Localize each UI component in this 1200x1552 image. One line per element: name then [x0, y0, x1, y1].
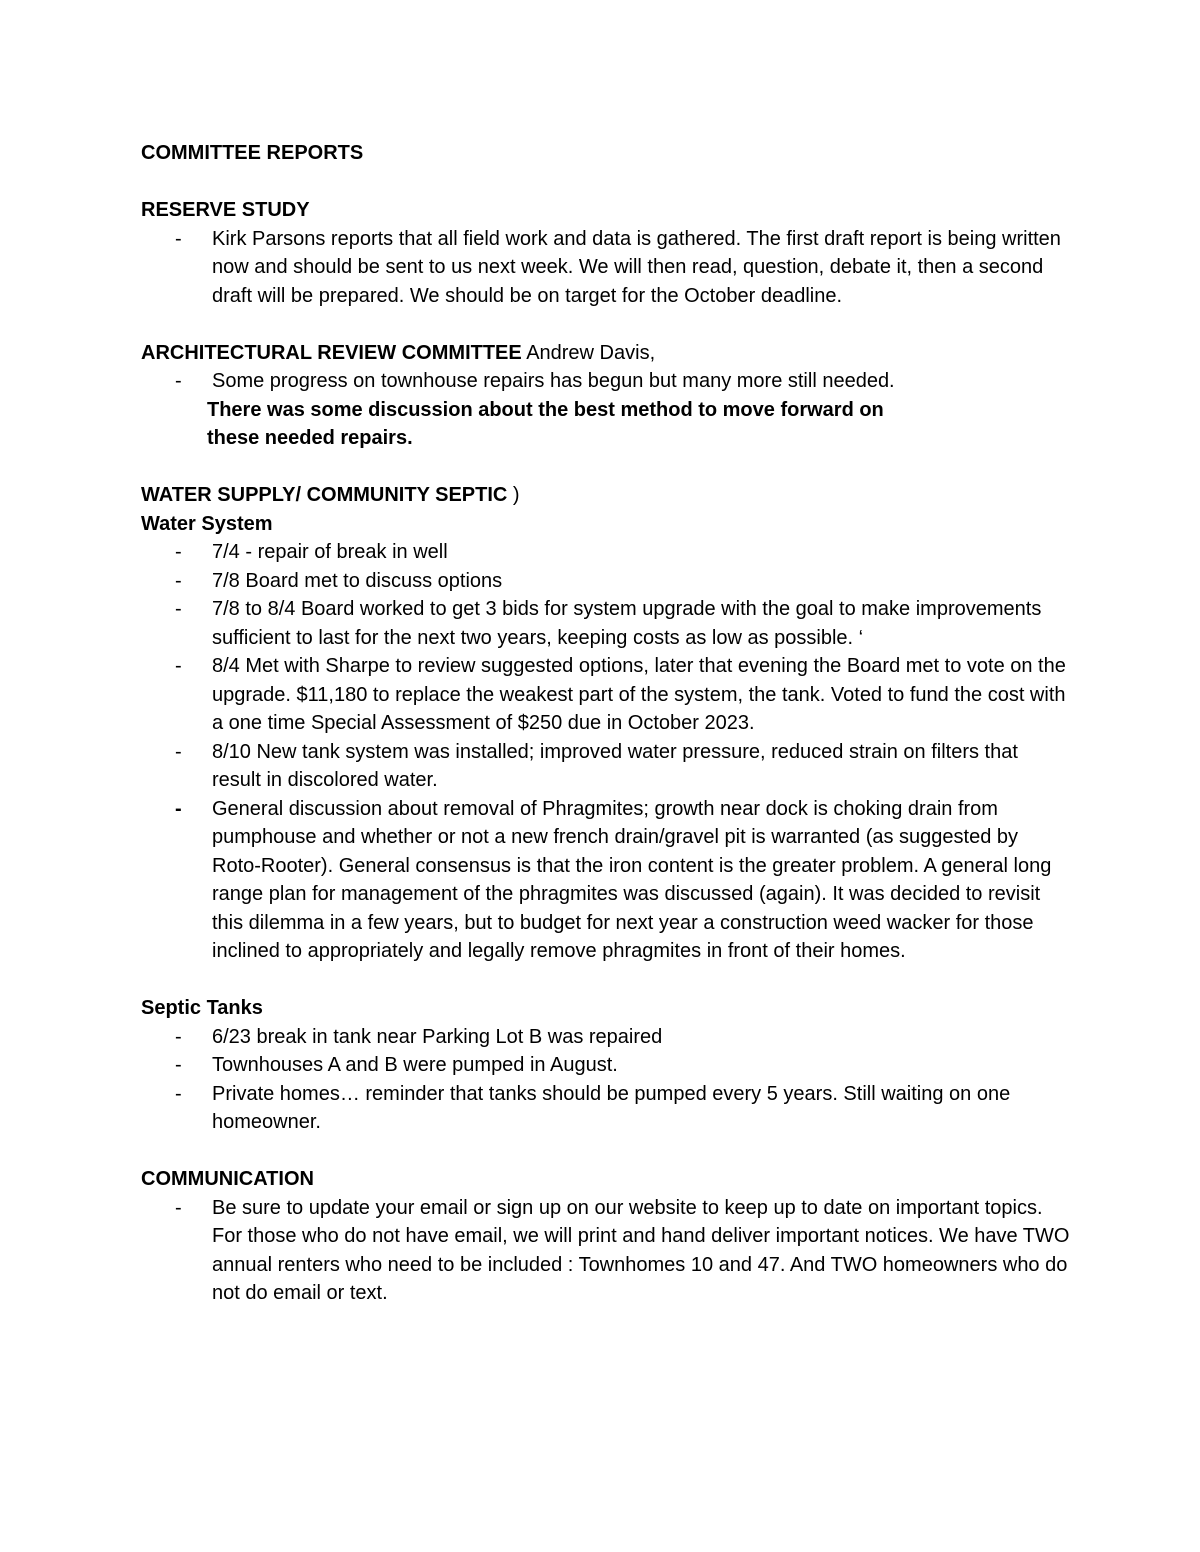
bullet-dash: -: [175, 740, 182, 763]
bullet-dash: -: [175, 227, 182, 250]
bullet-list: [141, 225, 1071, 311]
bullet-dash: -: [175, 569, 182, 592]
section-architectural-review: [141, 339, 1071, 453]
list-item: [141, 1080, 1071, 1137]
bullet-dash: -: [175, 598, 182, 620]
subsection-heading: Septic Tanks: [141, 997, 263, 1019]
list-item-text: 7/8 Board met to discuss options: [212, 569, 503, 592]
discussion-note: There was some discussion about the best method to move forward on these needed repairs.: [207, 398, 884, 449]
list-item: [141, 538, 1071, 567]
section-heading: ARCHITECTURAL REVIEW COMMITTEE: [141, 341, 522, 364]
page-title: COMMITTEE REPORTS: [141, 142, 364, 164]
subsection-water-system: [141, 510, 1071, 966]
section-heading-suffix: ): [507, 484, 520, 506]
list-item: [141, 567, 1071, 596]
list-item-text: General discussion about removal of Phragmites; growth near dock is choking drain from pumphouse and whether or not a new french drain/gravel pit is warranted (as suggested by Roto-Rooter). General consensus is that the iron content is the greater problem. A general long range plan for management of the phragmites was discussed (again). It was decided to revisit this dilemma in a few years, but to budget for next year a construction weed wacker for those inclined to appropriately and legally remove phragmites in front of their homes.: [212, 797, 1052, 962]
bullet-list: [141, 538, 1071, 966]
list-item: [141, 1023, 1071, 1052]
bullet-dash: -: [175, 797, 182, 820]
list-item-text: Townhouses A and B were pumped in August.: [212, 1054, 618, 1076]
section-heading-line: [141, 339, 1071, 368]
section-heading: WATER SUPPLY/ COMMUNITY SEPTIC: [141, 484, 508, 506]
bullet-dash: -: [175, 1025, 182, 1048]
bullet-dash: -: [175, 1082, 182, 1105]
list-item-text: 6/23 break in tank near Parking Lot B was repaired: [212, 1025, 663, 1048]
section-heading: COMMUNICATION: [141, 1168, 314, 1190]
bullet-dash: -: [175, 1196, 182, 1219]
bullet-dash: -: [175, 655, 182, 677]
subsection-septic-tanks: [141, 994, 1071, 1137]
section-heading-line: [141, 481, 1071, 510]
list-item: [141, 595, 1071, 652]
section-heading: RESERVE STUDY: [141, 199, 310, 221]
list-item-text: Some progress on townhouse repairs has begun but many more still needed.: [212, 370, 895, 392]
section-heading-suffix: Andrew Davis,: [521, 341, 656, 364]
bullet-dash: -: [175, 370, 182, 392]
bullet-list: [141, 1194, 1071, 1308]
list-item: [141, 367, 1071, 396]
list-item-text: 8/4 Met with Sharpe to review suggested options, later that evening the Board met to vote on the upgrade. $11,180 to replace the weakest part of the system, the tank. Voted to fund the cost with a one time Special Assessment of $250 due in October 2023.: [212, 655, 1066, 734]
bullet-dash: -: [175, 1054, 182, 1076]
list-item: [141, 652, 1071, 738]
list-item: [141, 1194, 1071, 1308]
list-item-text: Kirk Parsons reports that all field work and data is gathered. The first draft report is being written now and should be sent to us next week. We will then read, question, debate it, then a second draft will be prepared. We should be on target for the October deadline.: [212, 227, 1061, 307]
bullet-list: [141, 1023, 1071, 1137]
section-communication: [141, 1165, 1071, 1308]
section-water-supply: [141, 481, 1071, 510]
list-item: [141, 225, 1071, 311]
list-item: [141, 1051, 1071, 1080]
subsection-heading: Water System: [141, 512, 273, 535]
list-item-text: 7/8 to 8/4 Board worked to get 3 bids for system upgrade with the goal to make improvements sufficient to last for the next two years, keeping costs as low as possible. ‘: [212, 598, 1042, 649]
bullet-dash: -: [175, 541, 182, 563]
list-item-text: 8/10 New tank system was installed; improved water pressure, reduced strain on filters that result in discolored water.: [212, 740, 1018, 791]
document-page: [141, 139, 1071, 1308]
list-item-text: 7/4 - repair of break in well: [212, 541, 448, 563]
list-item: [141, 795, 1071, 966]
list-item: [141, 738, 1071, 795]
bullet-list: [141, 367, 1071, 396]
section-reserve-study: [141, 196, 1071, 310]
list-item-text: Be sure to update your email or sign up on our website to keep up to date on important topics. For those who do not have email, we will print and hand deliver important notices. We have TWO annual renters who need to be included : Townhomes 10 and 47. And TWO homeowners who do not do email or text.: [212, 1196, 1070, 1304]
list-item-text: Private homes… reminder that tanks should be pumped every 5 years. Still waiting on one homeowner.: [212, 1082, 1011, 1133]
